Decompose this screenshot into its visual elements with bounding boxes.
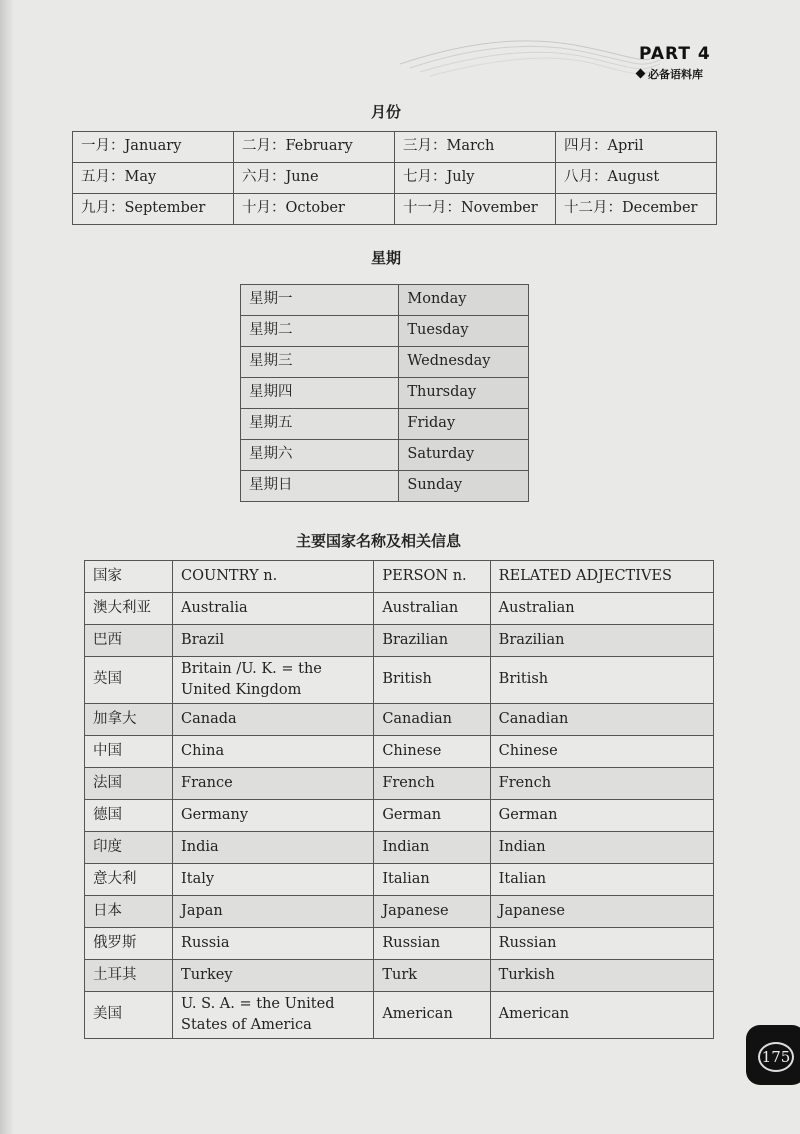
table-row xyxy=(241,440,529,471)
weekdays-table xyxy=(240,284,529,502)
header-wave-decoration xyxy=(400,34,660,84)
table-row xyxy=(85,768,714,800)
month-cell: 十月：October xyxy=(234,194,395,225)
person-noun: German xyxy=(374,800,490,832)
related-adjective: Australian xyxy=(490,593,713,625)
table-row xyxy=(241,378,529,409)
table-row xyxy=(85,736,714,768)
person-noun: Chinese xyxy=(374,736,490,768)
related-adjective: British xyxy=(490,657,713,704)
weekday-en: Sunday xyxy=(399,471,529,502)
part-subtitle-text: 必备语料库 xyxy=(648,68,703,81)
month-cell: 一月：January xyxy=(73,132,234,163)
month-cell: 九月：September xyxy=(73,194,234,225)
related-adjective: Indian xyxy=(490,832,713,864)
table-row xyxy=(85,896,714,928)
weekday-en: Saturday xyxy=(399,440,529,471)
country-cn: 巴西 xyxy=(85,625,173,657)
month-cell: 四月：April xyxy=(556,132,717,163)
person-noun: Australian xyxy=(374,593,490,625)
country-cn: 澳大利亚 xyxy=(85,593,173,625)
weekday-en: Tuesday xyxy=(399,316,529,347)
table-row xyxy=(85,832,714,864)
weekday-cn: 星期日 xyxy=(241,471,399,502)
table-row xyxy=(241,409,529,440)
person-noun: British xyxy=(374,657,490,704)
column-header: 国家 xyxy=(85,561,173,593)
month-cell: 三月：March xyxy=(395,132,556,163)
column-header: COUNTRY n. xyxy=(173,561,374,593)
country-name: India xyxy=(173,832,374,864)
months-section-title: 月份 xyxy=(371,103,402,121)
country-cn: 美国 xyxy=(85,992,173,1039)
country-name: Australia xyxy=(173,593,374,625)
weekday-cn: 星期六 xyxy=(241,440,399,471)
related-adjective: American xyxy=(490,992,713,1039)
weekday-en: Friday xyxy=(399,409,529,440)
weekday-cn: 星期二 xyxy=(241,316,399,347)
table-row xyxy=(85,864,714,896)
table-row xyxy=(241,316,529,347)
weekday-en: Thursday xyxy=(399,378,529,409)
country-cn: 意大利 xyxy=(85,864,173,896)
country-cn: 德国 xyxy=(85,800,173,832)
related-adjective: Italian xyxy=(490,864,713,896)
country-cn: 土耳其 xyxy=(85,960,173,992)
person-noun: Indian xyxy=(374,832,490,864)
table-row xyxy=(85,800,714,832)
column-header: RELATED ADJECTIVES xyxy=(490,561,713,593)
country-cn: 日本 xyxy=(85,896,173,928)
country-name: Japan xyxy=(173,896,374,928)
related-adjective: Turkish xyxy=(490,960,713,992)
weekday-en: Wednesday xyxy=(399,347,529,378)
country-cn: 中国 xyxy=(85,736,173,768)
person-noun: Canadian xyxy=(374,704,490,736)
page-number: 175 xyxy=(758,1042,794,1072)
diamond-bullet-icon xyxy=(636,69,646,79)
countries-section-title: 主要国家名称及相关信息 xyxy=(296,532,462,550)
table-row xyxy=(85,928,714,960)
weekdays-section-title: 星期 xyxy=(371,249,402,267)
month-cell: 八月：August xyxy=(556,163,717,194)
month-cell: 十一月：November xyxy=(395,194,556,225)
related-adjective: Canadian xyxy=(490,704,713,736)
months-table xyxy=(72,131,717,225)
person-noun: American xyxy=(374,992,490,1039)
month-cell: 七月：July xyxy=(395,163,556,194)
country-name: China xyxy=(173,736,374,768)
page-binding-shadow xyxy=(0,0,14,1134)
country-cn: 法国 xyxy=(85,768,173,800)
person-noun: Turk xyxy=(374,960,490,992)
weekday-en: Monday xyxy=(399,285,529,316)
country-cn: 俄罗斯 xyxy=(85,928,173,960)
country-cn: 英国 xyxy=(85,657,173,704)
weekday-cn: 星期四 xyxy=(241,378,399,409)
person-noun: Italian xyxy=(374,864,490,896)
country-name: Turkey xyxy=(173,960,374,992)
month-cell: 二月：February xyxy=(234,132,395,163)
related-adjective: German xyxy=(490,800,713,832)
related-adjective: Brazilian xyxy=(490,625,713,657)
country-name: U. S. A. = the United States of America xyxy=(173,992,374,1039)
table-row xyxy=(85,593,714,625)
month-cell: 十二月：December xyxy=(556,194,717,225)
table-header-row xyxy=(85,561,714,593)
table-row xyxy=(73,163,717,194)
person-noun: French xyxy=(374,768,490,800)
country-name: France xyxy=(173,768,374,800)
country-cn: 加拿大 xyxy=(85,704,173,736)
part-label: PART 4 xyxy=(639,44,711,64)
country-name: Britain /U. K. = the United Kingdom xyxy=(173,657,374,704)
weekday-cn: 星期一 xyxy=(241,285,399,316)
related-adjective: Chinese xyxy=(490,736,713,768)
person-noun: Japanese xyxy=(374,896,490,928)
related-adjective: Russian xyxy=(490,928,713,960)
table-row xyxy=(73,132,717,163)
country-name: Russia xyxy=(173,928,374,960)
column-header: PERSON n. xyxy=(374,561,490,593)
table-row xyxy=(85,657,714,704)
person-noun: Russian xyxy=(374,928,490,960)
table-row xyxy=(85,704,714,736)
table-row xyxy=(85,992,714,1039)
country-name: Brazil xyxy=(173,625,374,657)
month-cell: 六月：June xyxy=(234,163,395,194)
table-row xyxy=(73,194,717,225)
related-adjective: French xyxy=(490,768,713,800)
table-row xyxy=(241,471,529,502)
table-row xyxy=(241,347,529,378)
country-name: Germany xyxy=(173,800,374,832)
related-adjective: Japanese xyxy=(490,896,713,928)
weekday-cn: 星期五 xyxy=(241,409,399,440)
table-row xyxy=(85,625,714,657)
country-cn: 印度 xyxy=(85,832,173,864)
table-row xyxy=(241,285,529,316)
weekday-cn: 星期三 xyxy=(241,347,399,378)
country-name: Italy xyxy=(173,864,374,896)
person-noun: Brazilian xyxy=(374,625,490,657)
part-subtitle xyxy=(637,66,703,82)
country-name: Canada xyxy=(173,704,374,736)
countries-table xyxy=(84,560,714,1039)
month-cell: 五月：May xyxy=(73,163,234,194)
table-row xyxy=(85,960,714,992)
